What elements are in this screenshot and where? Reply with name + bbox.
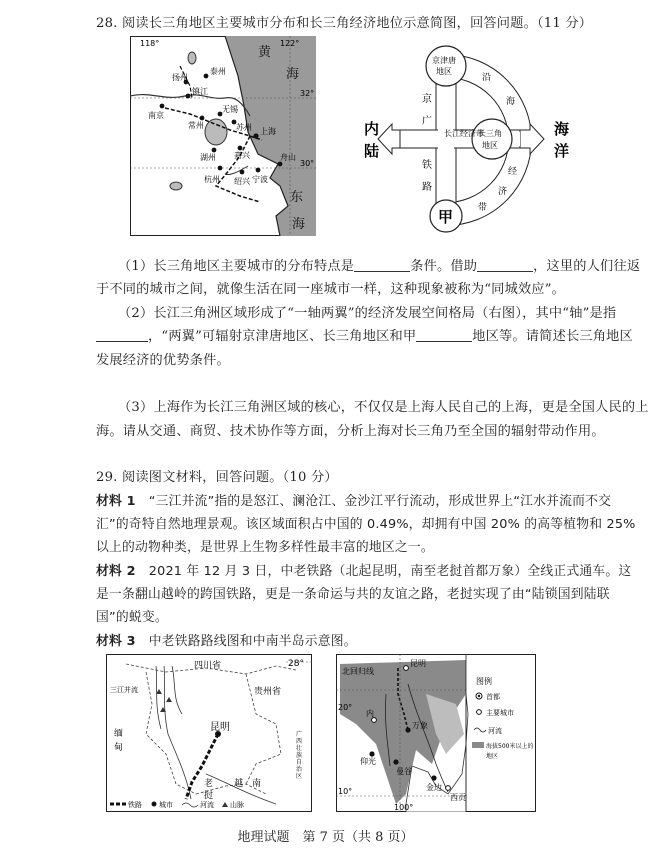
map2-guangxi-2: 西 [296,738,303,745]
yrd-city-map [130,36,316,236]
diagram-center-label: 长江经济带 [444,129,484,138]
material-2-label: 材料 2 [96,564,136,579]
diagram-inland-1: 内 [364,120,380,138]
map2-guangxi-3: 壮 [296,745,303,752]
lon-right: 122° [280,39,300,48]
material-3-label: 材料 3 [96,634,136,649]
sea-east-1: 东 [290,190,304,205]
map3-lat10: 10° [338,787,353,796]
diagram-inland-2: 陆 [364,142,380,160]
answer-blank-1[interactable] [354,259,410,272]
city-nanjing: 南京 [148,111,164,120]
city-shaoxing: 绍兴 [234,177,250,186]
city-suzhou: 苏州 [236,123,252,132]
china-laos-railway-map [106,654,312,812]
arc-char-5: 带 [478,203,488,213]
axis-char-jing: 京 [422,94,432,105]
map3-city-b: 万象 [412,721,428,730]
answer-blank-3[interactable] [96,329,148,342]
map2-laos-1: 老 [204,779,214,789]
diagram-ocean-1: 海 [554,120,570,138]
sea-yellow-2: 海 [286,67,300,82]
map2-leg-city: 城市 [159,801,173,809]
answer-blank-4[interactable] [416,329,472,342]
material-1-label: 材料 1 [96,494,136,509]
taihu-lake [205,119,227,145]
q29-m3-text: 中老铁路路线图和中南半岛示意图。 [148,634,357,649]
axis-char-tie: 铁 [422,160,432,171]
q28-s2-d: 发展经济的优势条件。 [96,353,230,368]
q29-m1-c: 以上的动物种类，是世界上生物多样性最丰富的地区之一。 [96,540,434,555]
map2-kunming: 昆明 [210,722,230,733]
map3-leg-river: 河流 [488,727,502,735]
city-taizhou: 泰州 [210,67,226,76]
city-huzhou: 湖州 [200,153,216,162]
city-yangzhou: 扬州 [172,73,188,82]
map2-leg-mountain: 山脉 [230,801,244,809]
map2-guangxi-4: 族 [296,752,303,759]
map2-guizhou: 贵州省 [254,687,282,697]
q28-s3-a: （3）上海作为长江三角洲区域的核心，不仅仅是上海人民自己的上海，更是全国人民的上 [118,400,649,415]
map3-city-f: 西贡 [450,793,466,802]
map2-sichuan: 四川省 [194,661,222,671]
map2-laos-2: 挝 [204,791,214,801]
map3-city-a: 内 [366,709,374,718]
one-axis-two-wings-diagram [360,38,610,238]
arc-char-4: 济 [498,187,508,197]
map3-lon100: 100° [394,803,414,812]
city-jiaxing: 嘉兴 [234,151,250,160]
map2-lat: 28° [288,659,304,669]
q28-s3-b: 海。请从交通、商贸、技术协作等方面，分析上海对长三角乃至全国的辐射带动作用。 [96,424,605,439]
q28-s2-b: ，“两翼”可辐射京津唐地区、长三角地区和甲 [148,329,417,344]
map3-city-c: 曼谷 [396,767,412,776]
axis-char-lu: 路 [422,182,432,193]
q28-s2-line2 [96,325,633,344]
map2-guangxi-7: 区 [296,773,303,780]
map3-lat20: 20° [338,703,353,712]
q28-s2-c: 地区等。请简述长三角地区 [472,329,633,344]
city-shanghai: 上海 [260,127,276,136]
lat-bottom: 30° [300,159,315,168]
map2-guangxi-5: 自 [296,759,303,766]
axis-char-guang: 广 [422,116,432,127]
node-yrd-1: 长三角 [478,129,502,138]
map2-myanmar-1: 缅 [114,729,124,739]
q29-m2-a: 2021 年 12 月 3 日，中老铁路（北起昆明，南至老挝首都万象）全线正式通车。这 [148,564,632,579]
q28-s1-d: 于不同的城市之间，就像生活在同一座城市一样，这种现象被称为“同城效应”。 [96,282,566,297]
sea-yellow-1: 黄 [258,45,272,60]
map2-leg-rail: 铁路 [128,801,142,809]
diagram-ocean-2: 洋 [554,142,570,160]
map2-guangxi-1: 广 [296,731,303,738]
page-footer: 地理试题 第 7 页（共 8 页） [237,830,414,845]
map3-legend-title: 图例 [476,677,492,686]
map2-myanmar-2: 甸 [114,743,124,753]
q29-m1-b: 汇”的奇特自然地理景观。该区域面积占中国的 0.49%，却拥有中国 20% 的高等植物和 25% [96,517,636,532]
map3-leg-high-1: 海拔500米以上的 [486,743,534,750]
node-yrd-2: 地区 [482,141,498,150]
city-ningbo: 宁波 [252,175,268,184]
arc-char-2: 海 [506,97,516,107]
city-zhoushan: 舟山 [280,153,296,162]
map2-guangxi-6: 治 [296,766,303,773]
q28-s2-a: （2）长江三角洲区域形成了“一轴两翼”的经济发展空间格局（右图），其中“轴”是指 [118,306,617,321]
city-wuxi: 无锡 [222,105,238,114]
arc-char-3: 经 [508,167,518,177]
lon-left: 118° [140,39,160,48]
city-changzhou: 常州 [188,121,204,130]
q28-s1-c: ，这里的人们往返 [533,259,641,274]
map3-leg-capital: 首都 [486,693,500,701]
map3-leg-city: 主要城市 [486,709,514,717]
map3-leg-high-2: 地区 [486,753,499,760]
q28-s1-a: （1）长三角地区主要城市的分布特点是 [118,259,355,274]
city-hangzhou: 杭州 [204,175,220,184]
map2-leg-river: 河流 [200,801,214,809]
lat-top: 32° [300,89,315,98]
map2-sanjiang: 三江并流 [110,686,138,694]
q29-m2-b: 是一条翻山越岭的跨国铁路，更是一条命运与共的友谊之路，老挝实现了由“陆锁国到陆联 [96,587,610,602]
q29-m3-line [96,630,357,649]
q29-m1-line1 [96,490,611,509]
q29-m1-a: “三江并流”指的是怒江、澜沧江、金沙江平行流动，形成世界上“江水并流而不交 [148,494,612,509]
node-jia: 甲 [438,208,454,226]
node-jingjintang-2: 地区 [436,67,452,76]
answer-blank-2[interactable] [477,259,533,272]
q29-m2-c: 国”的蜕变。 [96,610,168,625]
sea-east-2: 海 [292,217,306,232]
map3-city-e: 金边 [426,783,442,792]
q28-s1-line1 [118,255,640,274]
map3-tropic: 北回归线 [342,667,374,676]
q29-m2-line1 [96,560,631,579]
q29-title: 29. 阅读图文材料，回答问题。（10 分） [96,470,338,485]
arc-char-1: 沿 [482,73,492,83]
map3-city-d: 仰光 [360,757,376,766]
q28-title: 28. 阅读长三角地区主要城市分布和长三角经济地位示意简图，回答问题。（11 分） [96,16,593,31]
q28-s1-b: 条件。借助 [410,259,478,274]
node-jingjintang-1: 京津唐 [432,56,456,65]
indochina-map [336,654,536,812]
map3-kunming: 昆明 [410,659,426,668]
city-zhenjiang: 镇江 [192,87,208,96]
map2-vietnam: 越 南 [234,779,262,789]
